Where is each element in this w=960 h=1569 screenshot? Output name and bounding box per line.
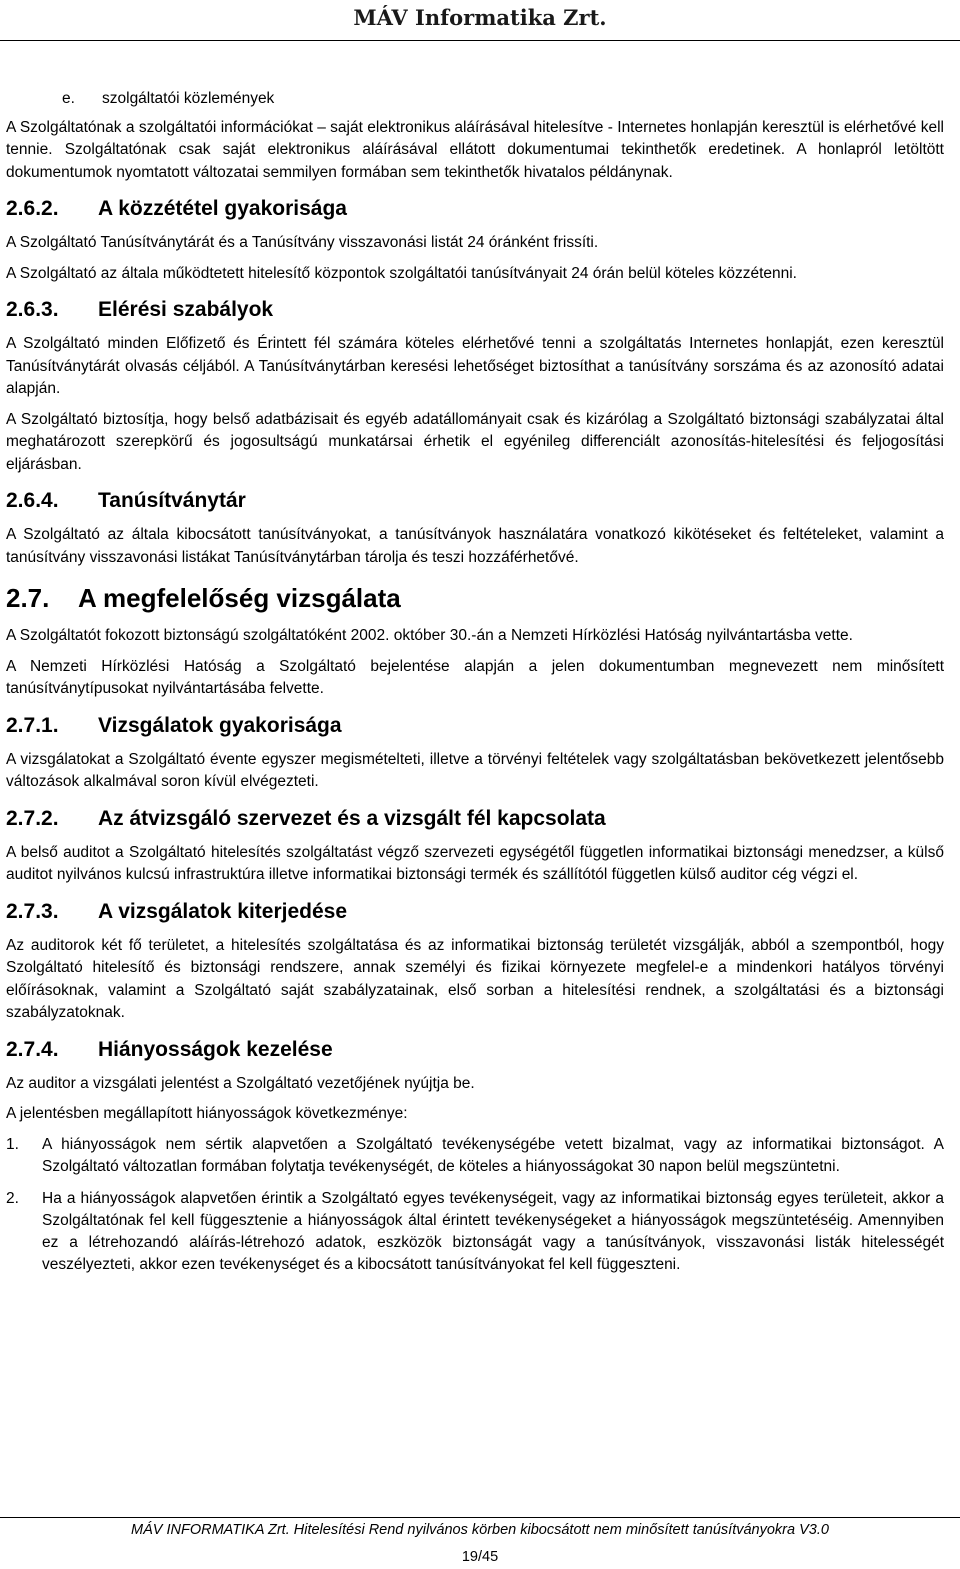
page-number: 19/45 [461, 1549, 499, 1565]
subsection-e-title: szolgáltatói közlemények [102, 90, 275, 107]
paragraph: A jelentésben megállapított hiányosságok következménye: [6, 1105, 408, 1122]
section-heading-2-6-3: 2.6.3. Elérési szabályok [6, 298, 274, 321]
section-heading-2-6-4: 2.6.4. Tanúsítványtár [6, 489, 246, 512]
subsection-e-paragraph: A Szolgáltatónak a szolgáltatói információkat – saját elektronikus aláírásával hitelesítve - Internetes honlapján keresztül is elérhetővé kell tennie. Szolgáltatónak csak saját elektronikus aláírásával ellátott dokumentumai tekinthetők eredetinek. A honlapról letöltött dokumentumok nyomtatott változatai semmilyen formában sem tekinthetők hivatalos példánynak. [6, 118, 944, 181]
footer-text: MÁV INFORMATIKA Zrt. Hitelesítési Rend nyilvános körben kibocsátott nem minősített tanúsítványokra V3.0 [131, 1522, 829, 1538]
paragraph: A Szolgáltató az általa működtetett hitelesítő központok szolgáltatói tanúsítványait 24 órán belül köteles közzétenni. [6, 264, 797, 282]
paragraph: Az auditorok két fő területet, a hitelesítés szolgáltatása és az informatikai biztonság területét vizsgálják, abból a szempontból, hogy Szolgáltató hitelesítő és biztonsági rendszere, annak személyi és fizikai környezete megfelel-e a mindenkori hatályos törvényi előírásoknak, valamint a Szolgáltató saját szabályzatainak, első sorban a hitelesítési rendnek, a szolgáltatási és a biztonsági szabályzatoknak. [6, 936, 944, 1021]
footer-divider [0, 1517, 960, 1518]
list-item: 1. A hiányosságok nem sértik alapvetően a Szolgáltató tevékenységébe vetett bizalmat, vagy az informatikai biztonságot. A Szolgáltató változatlan formában folytatja tevékenységét, de köteles a hiányosságokat 30 napon belül megszüntetni. [6, 1135, 944, 1175]
paragraph: A belső auditot a Szolgáltató hitelesítés szolgáltatást végző szervezeti egységétől független informatikai biztonsági menedzser, a külső auditot nyilvános kulcsú infrastruktúra illetve informatikai biztonsági termék és szállítótól független külső auditor cég végzi el. [6, 843, 944, 883]
section-heading-2-7-4: 2.7.4. Hiányosságok kezelése [6, 1037, 333, 1061]
paragraph: A Szolgáltató az általa kibocsátott tanúsítványokat, a tanúsítványok használatára vonatkozó kikötéseket és feltételeket, valamint a tanúsítvány visszavonási listákat Tanúsítványtárban tárolja és teszi hozzáférhetővé. [6, 526, 944, 566]
paragraph: A vizsgálatokat a Szolgáltató évente egyszer megismételteti, illetve a törvényi feltételek vagy szolgáltatásban bekövetkezett jelentősebb változások alkalmával soron kívül elvégezteti. [6, 750, 944, 790]
header-divider [0, 40, 960, 41]
paragraph: A Nemzeti Hírközlési Hatóság a Szolgáltató bejelentése alapján a jelen dokumentumban megnevezett nem minősített tanúsítványtípusokat nyilvántartásába felvette. [6, 657, 944, 697]
section-heading-2-6-2: 2.6.2. A közzététel gyakorisága [6, 197, 347, 220]
paragraph: Az auditor a vizsgálati jelentést a Szolgáltató vezetőjének nyújtja be. [6, 1074, 475, 1092]
list-item: 2. Ha a hiányosságok alapvetően érintik a Szolgáltató egyes tevékenységeit, vagy az informatikai biztonság egyes területeit, akkor a Szolgáltatónak fel kell függesztenie a hiányosságok által érintett tevékenységeket a hiányosságok megszüntetéséig. Amennyiben ez a létrehozandó aláírás-létrehozó adatok, eszközök biztonságát vagy a tanúsítványok, visszavonási listák hitelességét veszélyezteti, akkor ezen tevékenységet és a kibocsátott tanúsítványokat fel kell függeszteni. [6, 1189, 944, 1273]
subsection-e-heading [62, 88, 944, 111]
paragraph: A Szolgáltató biztosítja, hogy belső adatbázisait és egyéb adatállományait csak és kizárólag a Szolgáltató biztonsági szabályzatai által meghatározott szerepkörű és jogosultságú munkatársai érhetik el egyénileg differenciált azonosítás-hitelesítési és feljogosítási eljárásban. [6, 410, 944, 473]
consequences-list [6, 1134, 944, 1276]
page-content [6, 88, 944, 1286]
section-heading-2-7-3: 2.7.3. A vizsgálatok kiterjedése [6, 899, 348, 923]
paragraph: A Szolgáltató Tanúsítványtárát és a Tanúsítvány visszavonási listát 24 óránként frissíti. [6, 234, 599, 251]
paragraph: A Szolgáltató minden Előfizető és Érintett fél számára köteles elérhetővé tenni a szolgáltatás Internetes honlapját, ezen keresztül Tanúsítványtárát olvasás céljából. A Tanúsítványtárban keresési lehetőséget biztosíthat a tanúsítvány sorszáma és az azonosító adatai alapján. [6, 335, 944, 397]
header-title: MÁV Informatika Zrt. [353, 5, 607, 30]
paragraph: A Szolgáltatót fokozott biztonságú szolgáltatóként 2002. október 30.-án a Nemzeti Hírközlési Hatóság nyilvántartásba vette. [6, 627, 853, 644]
section-heading-2-7-1: 2.7.1. Vizsgálatok gyakorisága [6, 713, 342, 737]
section-heading-2-7-2: 2.7.2. Az átvizsgáló szervezet és a vizsgált fél kapcsolata [6, 806, 606, 830]
chapter-heading-2-7: 2.7. A megfelelőség vizsgálata [6, 583, 401, 613]
subsection-e-number: e. [62, 90, 75, 107]
